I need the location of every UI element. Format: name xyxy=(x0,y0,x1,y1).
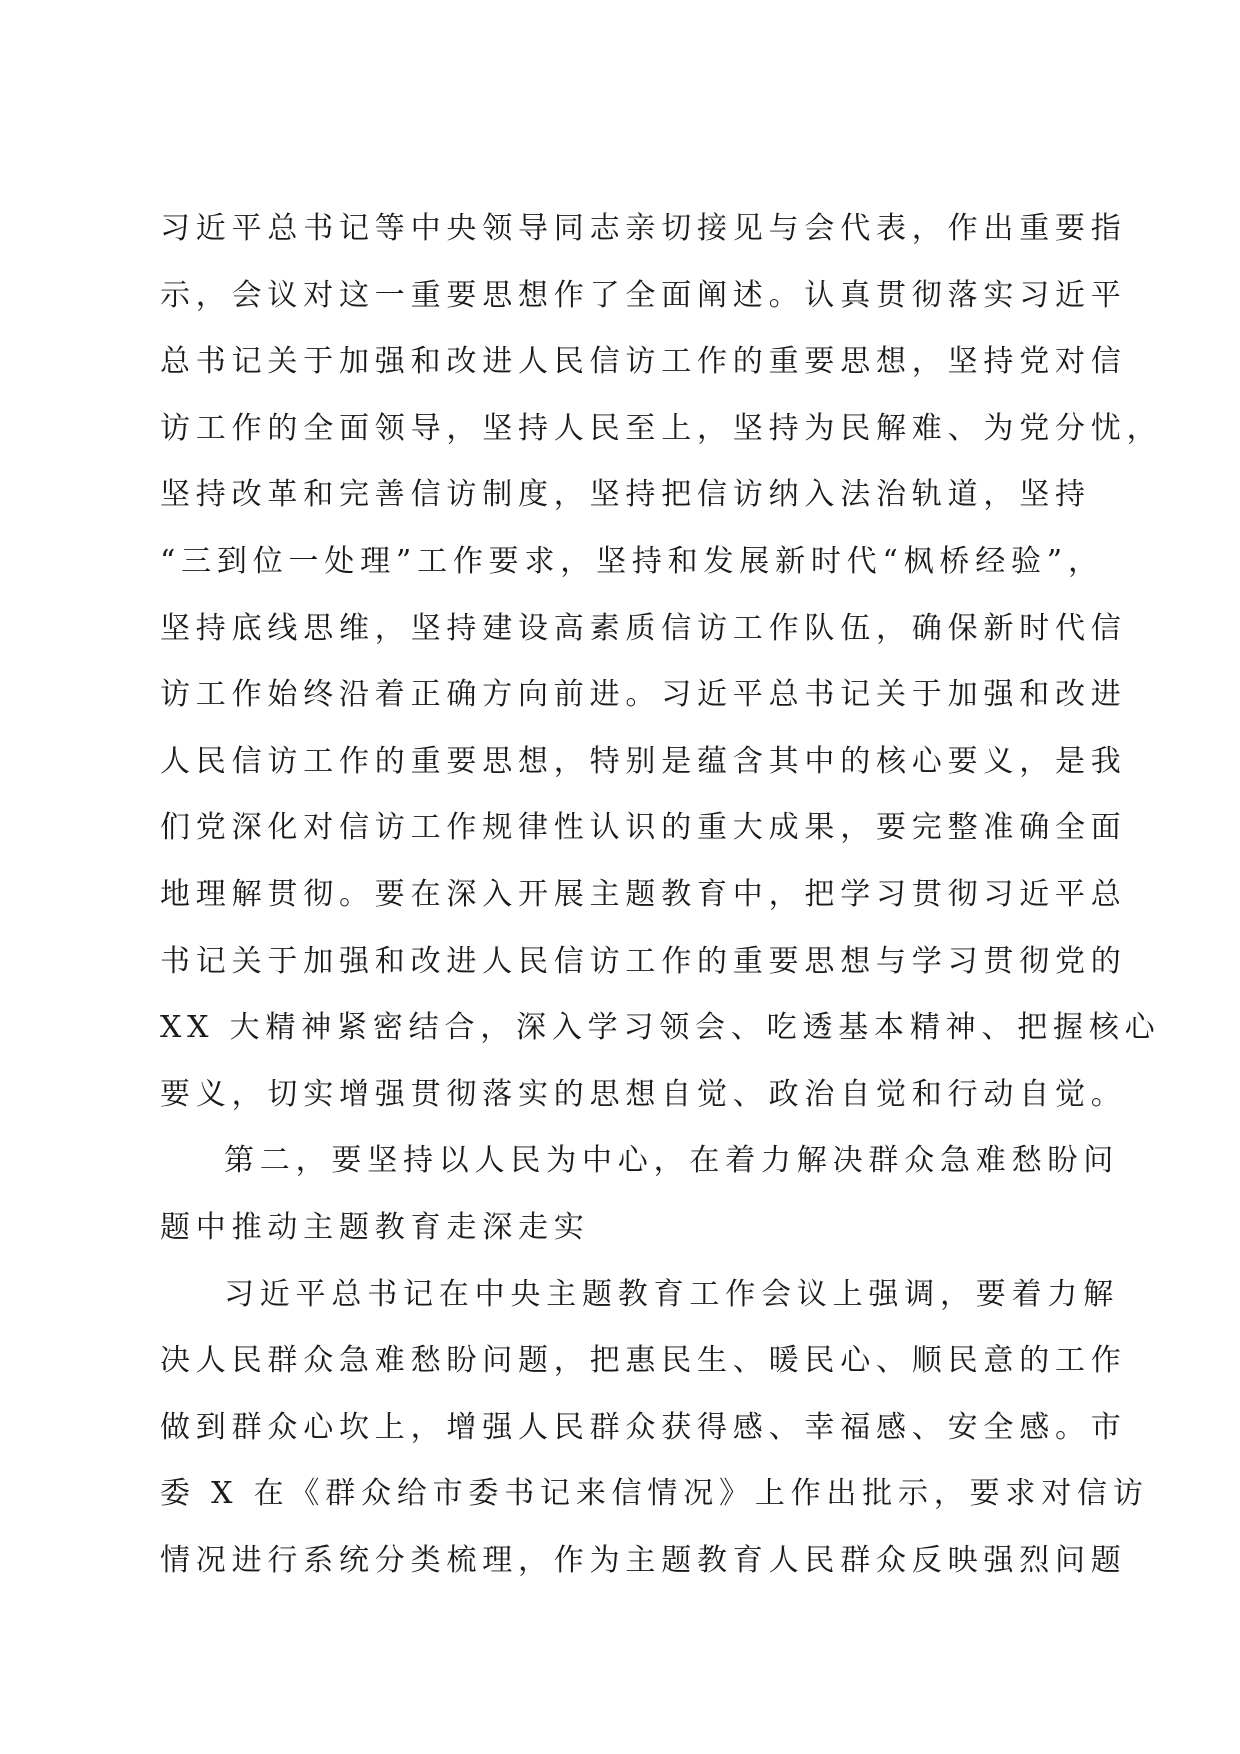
document-page xyxy=(160,196,1163,1594)
paragraph-line: 访工作始终沿着正确方向前进。习近平总书记关于加强和改进 xyxy=(160,677,1127,713)
paragraph-line: 访工作的全面领导，坚持人民至上，坚持为民解难、为党分忧， xyxy=(160,410,1163,446)
paragraph-line: 地理解贯彻。要在深入开展主题教育中，把学习贯彻习近平总 xyxy=(160,876,1127,912)
paragraph-line: 做到群众心坎上，增强人民群众获得感、幸福感、安全感。市 xyxy=(160,1409,1127,1445)
paragraph-line: 书记关于加强和改进人民信访工作的重要思想与学习贯彻党的 xyxy=(160,943,1127,979)
paragraph-line: 坚持改革和完善信访制度，坚持把信访纳入法治轨道，坚持 xyxy=(160,477,1091,513)
section-heading-line: 题中推动主题教育走深走实 xyxy=(160,1209,590,1245)
paragraph-line: 坚持底线思维，坚持建设高素质信访工作队伍，确保新时代信 xyxy=(160,610,1127,646)
paragraph-line: 情况进行系统分类梳理，作为主题教育人民群众反映强烈问题 xyxy=(160,1542,1127,1578)
paragraph-line: 习近平总书记等中央领导同志亲切接见与会代表，作出重要指 xyxy=(160,211,1127,246)
paragraph-line: 决人民群众急难愁盼问题，把惠民生、暖民心、顺民意的工作 xyxy=(160,1343,1127,1379)
paragraph-line: 总书记关于加强和改进人民信访工作的重要思想，坚持党对信 xyxy=(160,344,1127,380)
paragraph-line: “三到位一处理”工作要求，坚持和发展新时代“枫桥经验”， xyxy=(160,543,1104,579)
paragraph-line: 示，会议对这一重要思想作了全面阐述。认真贯彻落实习近平 xyxy=(160,277,1127,313)
paragraph-line: 们党深化对信访工作规律性认识的重大成果，要完整准确全面 xyxy=(160,810,1127,846)
section-heading-line: 第二，要坚持以人民为中心，在着力解决群众急难愁盼问 xyxy=(224,1143,1119,1179)
paragraph-line: 人民信访工作的重要思想，特别是蕴含其中的核心要义，是我 xyxy=(160,743,1127,779)
paragraph-line: XX 大精神紧密结合，深入学习领会、吃透基本精神、把握核心 xyxy=(160,1010,1161,1046)
paragraph-line: 习近平总书记在中央主题教育工作会议上强调，要着力解 xyxy=(224,1276,1119,1312)
paragraph-line: 要义，切实增强贯彻落实的思想自觉、政治自觉和行动自觉。 xyxy=(160,1076,1127,1112)
paragraph-line: 委 X 在《群众给市委书记来信情况》上作出批示，要求对信访 xyxy=(160,1476,1149,1512)
